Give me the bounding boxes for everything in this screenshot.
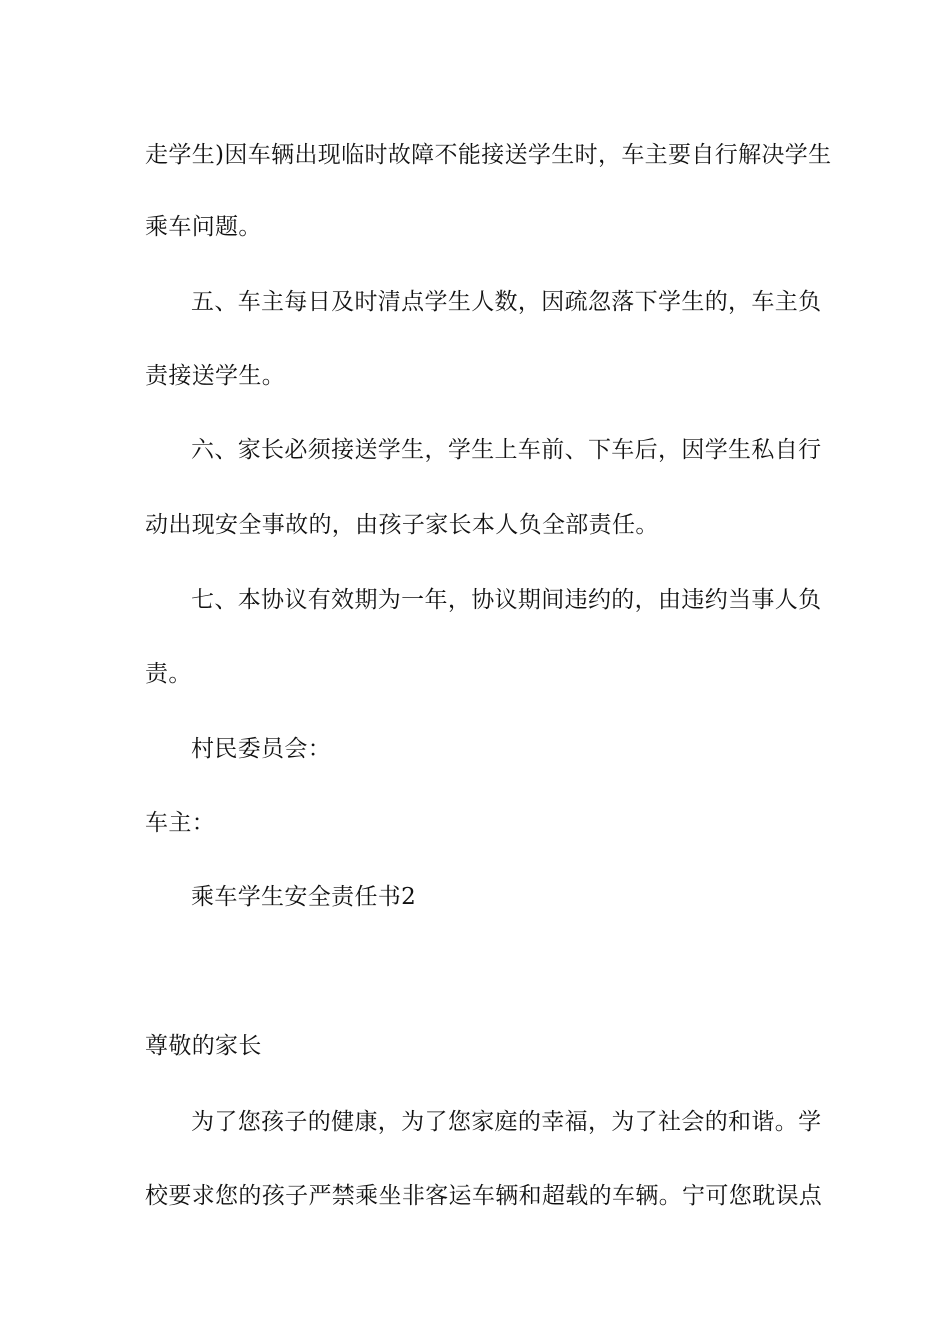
signature-label-owner: 车主： <box>145 810 216 836</box>
paragraph-line: 动出现安全事故的，由孩子家长本人负全部责任。 <box>145 512 659 538</box>
paragraph-line: 责接送学生。 <box>145 363 286 389</box>
paragraph-line: 五、车主每日及时清点学生人数，因疏忽落下学生的，车主负 <box>191 289 822 315</box>
signature-label-committee: 村民委员会： <box>191 736 332 762</box>
paragraph-line: 走学生)因车辆出现临时故障不能接送学生时，车主要自行解决学生 <box>145 142 832 168</box>
paragraph-line: 责。 <box>145 661 192 687</box>
paragraph-line: 乘车问题。 <box>145 214 262 240</box>
paragraph-line: 六、家长必须接送学生，学生上车前、下车后，因学生私自行 <box>191 437 822 463</box>
paragraph-line: 校要求您的孩子严禁乘坐非客运车辆和超载的车辆。宁可您耽误点 <box>145 1183 823 1209</box>
paragraph-line: 为了您孩子的健康，为了您家庭的幸福，为了社会的和谐。学 <box>191 1109 822 1135</box>
salutation: 尊敬的家长 <box>145 1033 262 1059</box>
paragraph-line: 七、本协议有效期为一年，协议期间违约的，由违约当事人负 <box>191 587 822 613</box>
section-title: 乘车学生安全责任书2 <box>191 884 417 910</box>
